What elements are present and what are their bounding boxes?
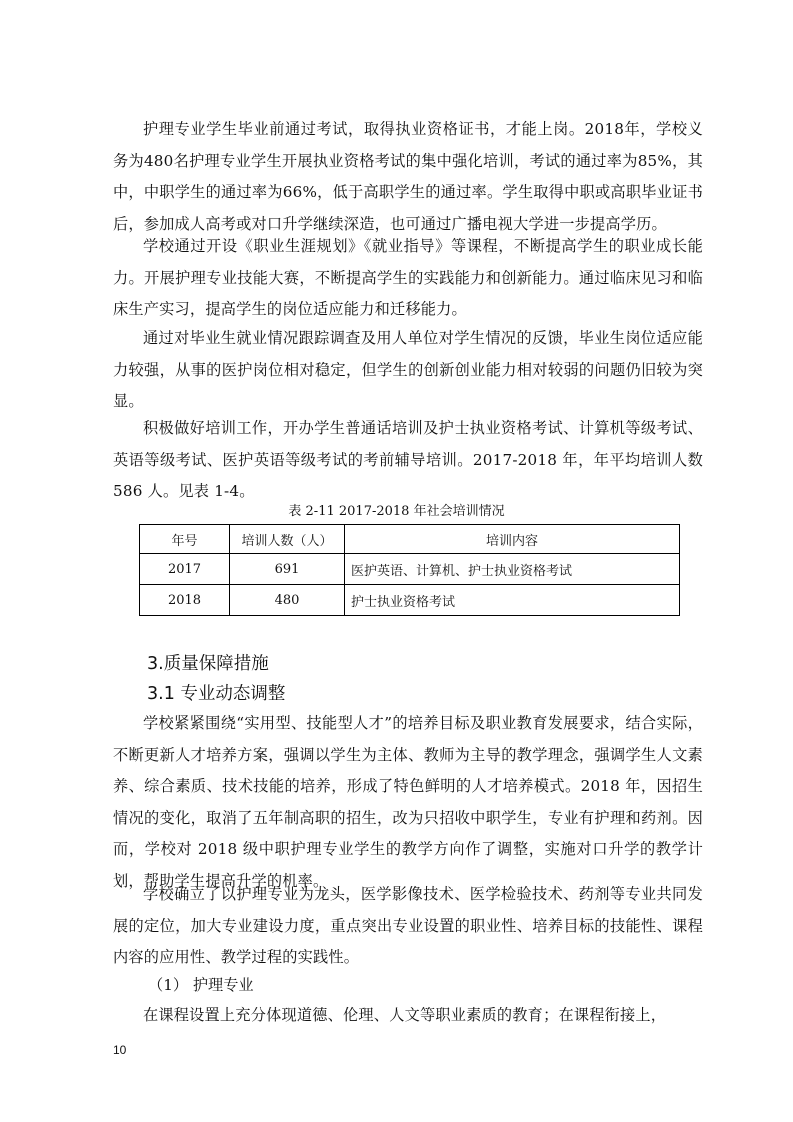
cell-content: 医护英语、计算机、护士执业资格考试: [345, 554, 680, 585]
cell-content: 护士执业资格考试: [345, 585, 680, 616]
header-trainees: 培训人数（人）: [230, 525, 345, 554]
page-number: 10: [113, 1043, 127, 1057]
header-content: 培训内容: [345, 525, 680, 554]
subsection-heading: 3.1 专业动态调整: [147, 684, 286, 704]
paragraph-program-positioning: 学校确立了以护理专业为龙头，医学影像技术、医学检验技术、药剂等专业共同发展的定位，加大专业建设力度，重点突出专业设置的职业性、培养目标的技能性、课程内容的应用性、教学过程的实践性。: [113, 885, 703, 966]
paragraph-career-courses: 学校通过开设《职业生涯规划》《就业指导》等课程，不断提高学生的职业成长能力。开展护理专业技能大赛，不断提高学生的实践能力和创新能力。通过临床见习和临床生产实习，提高学生的岗位适应能力和迁移能力。: [113, 237, 703, 318]
cell-year: 2017: [140, 554, 230, 585]
paragraph-training-work: 积极做好培训工作，开办学生普通话培训及护士执业资格考试、计算机等级考试、英语等级考试、医护英语等级考试的考前辅导培训。2017-2018 年，年平均培训人数 586 人。见表 1-4。: [113, 419, 703, 500]
paragraph-graduate-feedback: 通过对毕业生就业情况跟踪调查及用人单位对学生情况的反馈，毕业生岗位适应能力较强，从事的医护岗位相对稳定，但学生的创新创业能力相对较弱的问题仍旧较为突显。: [113, 329, 703, 410]
paragraph-program-adjustment: 学校紧紧围绕“实用型、技能型人才”的培养目标及职业教育发展要求，结合实际，不断更新人才培养方案，强调以学生为主体、教师为主导的教学理念，强调学生人文素养、综合素质、技术技能的培养，形成了特色鲜明的人才培养模式。2018 年，因招生情况的变化，取消了五年制高职的招生，改为只招收中职学生，专业有护理和药剂。因而，学校对 2018 级中职护理专业学生的教学方向作了调整，实施对口升学的教学计划，帮助学生提高升学的机率。: [113, 714, 703, 890]
training-table: [139, 524, 680, 616]
cell-trainees: 480: [230, 585, 345, 616]
table-caption: 表 2-11 2017-2018 年社会培训情况: [288, 504, 505, 519]
header-year: 年号: [140, 525, 230, 554]
section-heading: 3.质量保障措施: [147, 654, 269, 674]
table-row: [140, 554, 680, 585]
paragraph-curriculum: 在课程设置上充分体现道德、伦理、人文等职业素质的教育；在课程衔接上，: [143, 1006, 667, 1024]
paragraph-exam-results: 护理专业学生毕业前通过考试，取得执业资格证书，才能上岗。2018年，学校义务为480名护理专业学生开展执业资格考试的集中强化培训，考试的通过率为85%，其中，中职学生的通过率为66%，低于高职学生的通过率。学生取得中职或高职毕业证书后，参加成人高考或对口升学继续深造，也可通过广播电视大学进一步提高学历。: [113, 120, 703, 233]
cell-trainees: 691: [230, 554, 345, 585]
sub-item-nursing: （1） 护理专业: [148, 976, 254, 994]
table-header-row: [140, 525, 680, 554]
table-row: [140, 585, 680, 616]
cell-year: 2018: [140, 585, 230, 616]
